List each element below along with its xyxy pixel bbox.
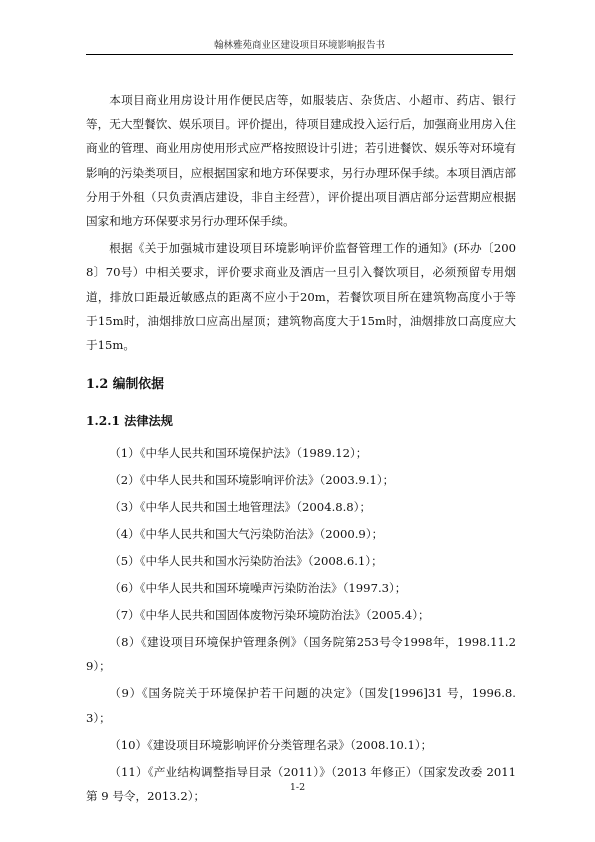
paragraph-commercial-use: 本项目商业用房设计用作便民店等，如服装店、杂货店、小超市、药店、银行等，无大型餐饮、娱乐项目。评价提出，待项目建成投入运行后，加强商业用房入住商业的管理、商业用房使用形式应严格按照设计引进；若引进餐饮、娱乐等对环境有影响的污染类项目，应根据国家和地方环保要求，另行办理环保手续。本项目酒店部分用于外租（只负责酒店建设，非自主经营），评价提出项目酒店部分运营期应根据国家和地方环保要求另行办理环保手续。 (86, 93, 516, 229)
list-item: （9）《国务院关于环境保护若干问题的决定》（国发[1996]31 号，1996.8.3）； (86, 686, 516, 725)
list-item: （1）《中华人民共和国环境保护法》（1989.12）； (109, 446, 368, 461)
running-header: 翰林雅苑商业区建设项目环境影响报告书 (213, 40, 385, 51)
list-item: （10）《建设项目环境影响评价分类管理名录》（2008.10.1）； (109, 737, 433, 752)
paragraph-catering-fume: 根据《关于加强城市建设项目环境影响评价监督管理工作的通知》(环办〔2008〕70号）中相关要求，评价要求商业及酒店一旦引入餐饮项目，必须预留专用烟道，排放口距最近敏感点的距离不应小于20m，若餐饮项目所在建筑物高度小于等于15m时，油烟排放口应高出屋顶；建筑物高度大于15m时，油烟排放口高度应大于15m。 (86, 241, 516, 353)
subsection-heading: 1.2.1 法律法规 (86, 414, 173, 429)
list-item: （11）《产业结构调整指导目录（2011）》（2013 年修正）（国家发改委 2011 第 9 号令，2013.2）； (86, 764, 516, 803)
list-item: （7）《中华人民共和国固体废物污染环境防治法》（2005.4）； (109, 608, 430, 623)
list-item: （5）《中华人民共和国水污染防治法》（2008.6.1）； (109, 554, 383, 569)
list-item: （8）《建设项目环境保护管理条例》（国务院第253号令1998年，1998.11.29）； (86, 635, 516, 674)
page-number: 1-2 (289, 782, 306, 793)
header-divider (86, 54, 513, 55)
page-body (86, 88, 516, 808)
section-heading: 1.2 编制依据 (86, 377, 164, 393)
list-item: （2）《中华人民共和国环境影响评价法》（2003.9.1）； (109, 473, 395, 488)
list-item: （4）《中华人民共和国大气污染防治法》（2000.9）； (109, 527, 384, 542)
list-item: （6）《中华人民共和国环境噪声污染防治法》（1997.3）； (109, 581, 407, 596)
list-item: （3）《中华人民共和国土地管理法》（2004.8.8）； (109, 500, 372, 515)
laws-list (86, 441, 516, 808)
